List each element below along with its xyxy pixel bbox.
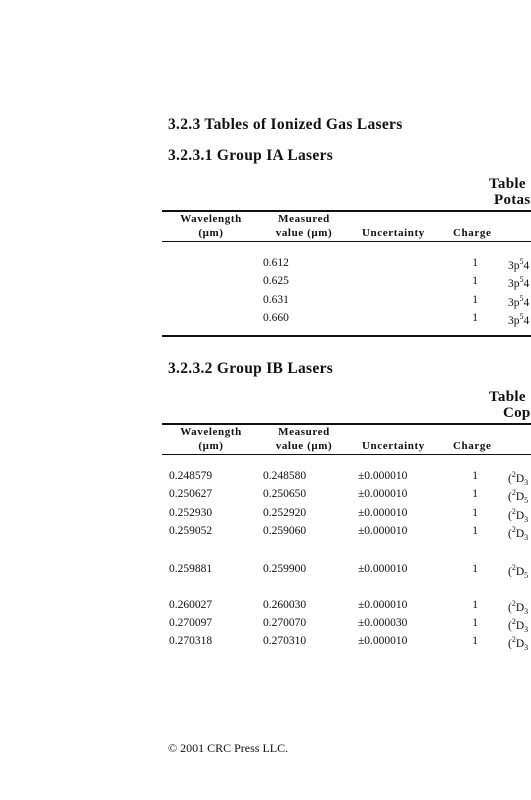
table-cell-uncertainty: ±0.000010 [358,488,408,500]
table-cell-transition: ($^2D_5$ [508,488,529,506]
group-ib-col-wavelength-l2: (μm) [198,440,224,452]
transition-sup: 2 [511,635,516,644]
group-ib-col-uncertainty: Uncertainty [362,440,425,452]
table-cell-charge: 1 [472,470,478,482]
table-cell-wavelength: 0.259881 [169,563,213,575]
transition-letter: D [515,509,525,522]
table-cell-charge: 1 [472,599,478,611]
transition-config: 3p [508,314,520,327]
table-cell-uncertainty: ±0.000010 [358,635,408,647]
group-ia-col-charge: Charge [453,227,492,239]
group-ia-col-uncertainty: Uncertainty [362,227,425,239]
transition-sup: 2 [511,470,516,479]
table-cell-transition: ($^2D_3$ [508,599,529,617]
group-ib-col-wavelength-l1: Wavelength [180,426,242,438]
transition-letter: D [515,565,525,578]
group-ib-table-caption-line2: Cop [503,405,531,421]
table-cell-charge: 1 [472,312,478,324]
table-cell-charge: 1 [472,563,478,575]
transition-letter: D [515,601,525,614]
table-cell-measured: 0.270310 [263,635,307,647]
transition-sub: 5 [524,496,529,506]
transition-sup: 2 [511,617,516,626]
table-cell-charge: 1 [472,294,478,306]
table-cell-measured: 0.625 [263,275,289,287]
group-ia-heading: 3.2.3.1 Group IA Lasers [168,147,334,164]
group-ib-col-measured [264,425,344,453]
table-cell-uncertainty: ±0.000010 [358,507,408,519]
transition-sup: 5 [519,257,524,266]
group-ia-col-wavelength-l1: Wavelength [180,213,242,225]
table-cell-charge: 1 [472,617,478,629]
table-cell-uncertainty: ±0.000010 [358,563,408,575]
table-cell-charge: 1 [472,507,478,519]
table-cell-wavelength: 0.250627 [169,488,213,500]
transition-sub: 3 [524,515,529,525]
table-cell-transition: ($^2D_3$ [508,617,529,635]
transition-letter: D [515,490,525,503]
table-cell-wavelength: 0.248579 [169,470,213,482]
section-title: 3.2.3 Tables of Ionized Gas Lasers [168,116,403,133]
group-ib-col-measured-l1: Measured [278,426,330,438]
transition-config: 3p [508,259,520,272]
table-cell-wavelength: 0.260027 [169,599,213,611]
transition-sup: 2 [511,599,516,608]
table-cell-transition [508,312,529,327]
table-cell-uncertainty: ±0.000030 [358,617,408,629]
transition-letter: D [515,472,525,485]
group-ib-col-measured-l2: value (μm) [275,440,333,452]
group-ia-bottom-rule [162,335,531,337]
table-cell-uncertainty: ±0.000010 [358,525,408,537]
group-ib-col-charge: Charge [453,440,492,452]
transition-sub: 3 [524,533,529,543]
group-ib-heading: 3.2.3.2 Group IB Lasers [168,360,334,377]
transition-letter: D [515,637,525,650]
table-cell-wavelength: 0.252930 [169,507,213,519]
table-cell-uncertainty: ±0.000010 [358,599,408,611]
table-cell-uncertainty: ±0.000010 [358,470,408,482]
transition-sup: 5 [519,312,524,321]
table-cell-measured: 0.260030 [263,599,307,611]
table-cell-charge: 1 [472,635,478,647]
group-ib-table-caption-line1: Table [489,389,526,405]
table-cell-transition [508,257,529,272]
copyright-footer: © 2001 CRC Press LLC. [168,741,289,755]
table-cell-wavelength: 0.270097 [169,617,213,629]
table-cell-measured: 0.631 [263,294,289,306]
table-cell-wavelength: 0.270318 [169,635,213,647]
table-cell-transition [508,294,529,309]
table-cell-charge: 1 [472,488,478,500]
transition-sup: 5 [519,275,524,284]
table-cell-charge: 1 [472,275,478,287]
table-cell-transition: ($^2D_3$ [508,525,529,543]
table-cell-transition: ($^2D_3$ [508,635,529,653]
group-ia-col-measured [264,212,344,240]
group-ia-col-wavelength-l2: (μm) [198,227,224,239]
table-cell-charge: 1 [472,525,478,537]
group-ia-col-measured-l2: value (μm) [275,227,333,239]
table-cell-measured: 0.270070 [263,617,307,629]
transition-sub: 3 [524,607,529,617]
table-cell-transition: ($^2D_3$ [508,470,529,488]
group-ia-header-rule [162,241,531,242]
table-cell-measured: 0.259900 [263,563,307,575]
group-ia-col-measured-l1: Measured [278,213,330,225]
group-ia-table-caption-line1: Table [489,176,526,192]
table-cell-measured: 0.252920 [263,507,307,519]
table-cell-measured: 0.612 [263,257,289,269]
transition-sub: 3 [524,478,529,488]
transition-tail: 4 [523,259,530,272]
table-cell-measured: 0.248580 [263,470,307,482]
transition-sup: 2 [511,507,516,516]
group-ia-table-caption-line2: Potas [494,192,531,208]
table-cell-transition [508,275,529,290]
transition-sub: 5 [524,571,529,581]
group-ib-col-wavelength [171,425,251,453]
transition-sub: 3 [524,625,529,635]
transition-config: 3p [508,296,520,309]
transition-config: 3p [508,277,520,290]
table-cell-transition: ($^2D_5$ [508,563,529,581]
transition-tail: 4 [523,296,530,309]
table-cell-measured: 0.660 [263,312,289,324]
transition-sup: 2 [511,525,516,534]
transition-sup: 5 [519,294,524,303]
group-ib-header-rule [162,454,531,455]
table-cell-wavelength: 0.259052 [169,525,213,537]
transition-tail: 4 [523,314,530,327]
transition-sup: 2 [511,563,516,572]
transition-letter: D [515,619,525,632]
transition-letter: D [515,527,525,540]
table-cell-measured: 0.250650 [263,488,307,500]
transition-sup: 2 [511,488,516,497]
table-cell-charge: 1 [472,257,478,269]
transition-tail: 4 [523,277,530,290]
table-cell-transition: ($^2D_3$ [508,507,529,525]
table-cell-measured: 0.259060 [263,525,307,537]
group-ia-col-wavelength [171,212,251,240]
transition-sub: 3 [524,643,529,653]
